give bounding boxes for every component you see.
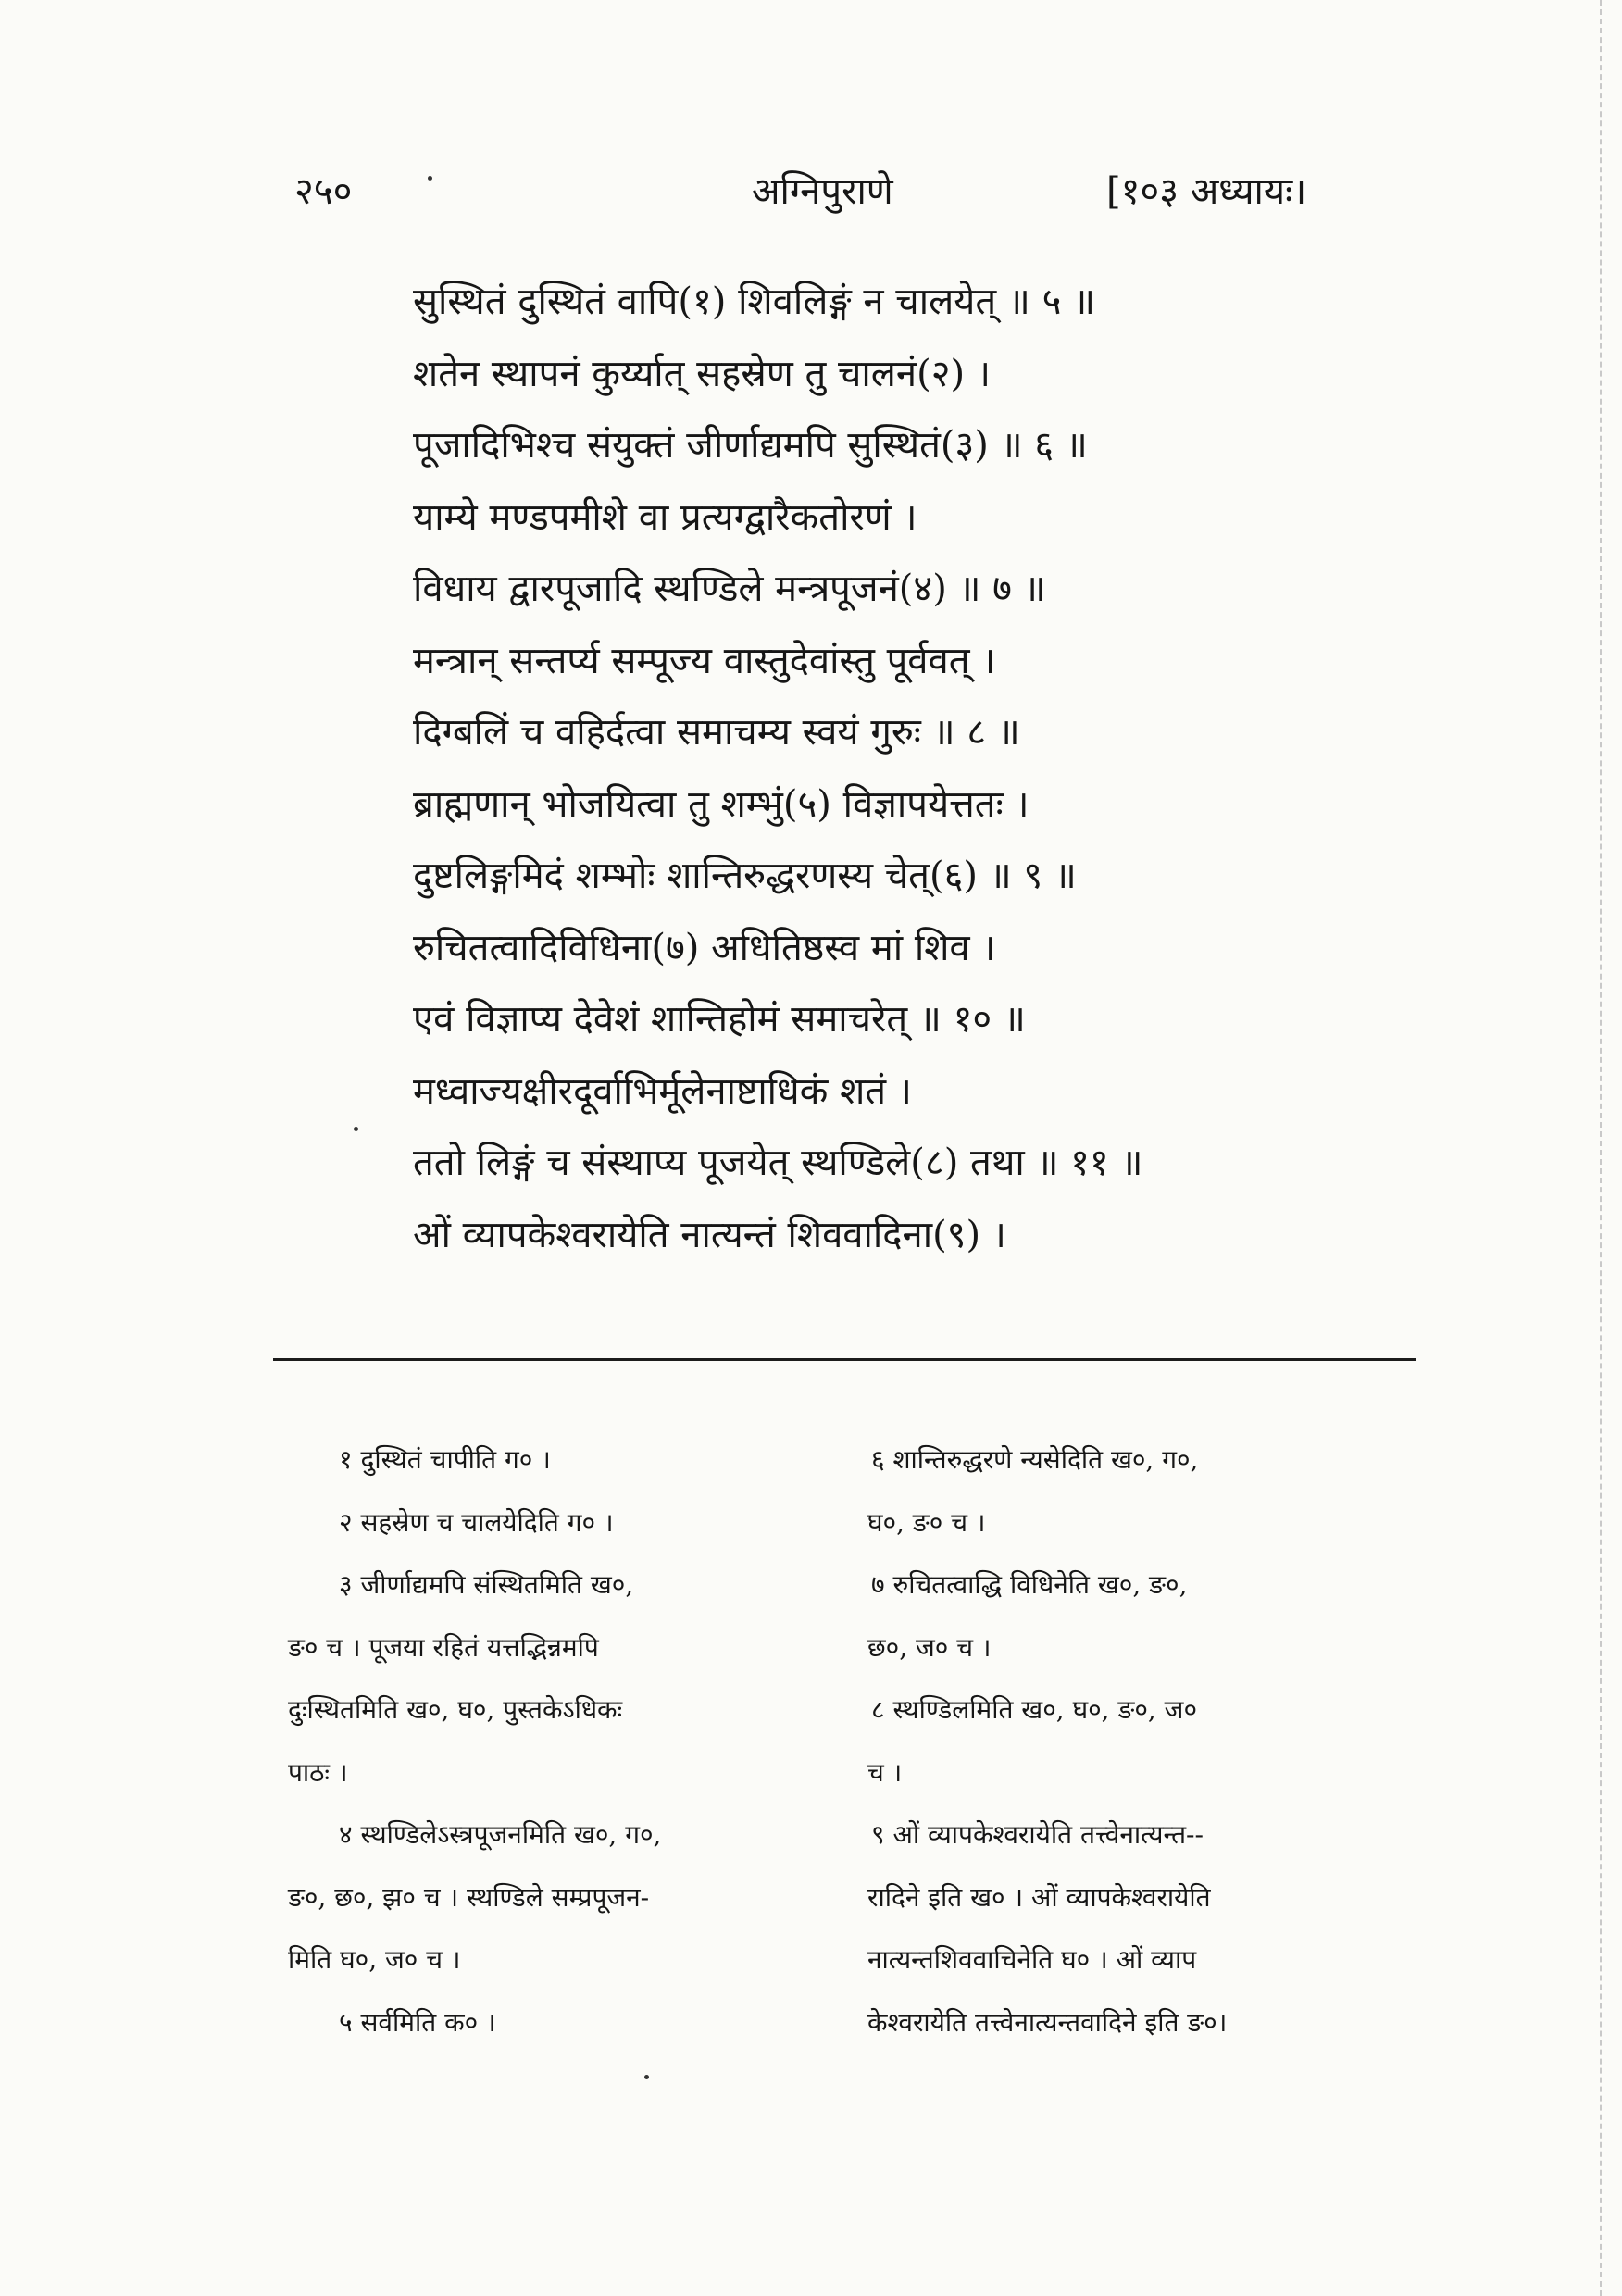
footnote-line: १ दुस्थितं चापीति ग० । bbox=[339, 1444, 551, 1475]
footnote-line: ८ स्थण्डिलमिति ख०, घ०, ङ०, ज० bbox=[871, 1694, 1198, 1725]
verse-line: ब्राह्मणान् भोजयित्वा तु शम्भुं(५) विज्ञापयेत्ततः । bbox=[413, 782, 1029, 826]
verse-line: सुस्थितं दुस्थितं वापि(१) शिवलिङ्गं न चालयेत् ॥ ५ ॥ bbox=[413, 281, 1096, 323]
footnote-line: रादिने इति ख० । ओं व्यापकेश्वरायेति bbox=[867, 1881, 1211, 1913]
footnote-line: छ०, ज० च । bbox=[867, 1631, 992, 1663]
footnote-line: ङ०, छ०, झ० च । स्थण्डिले सम्प्रपूजन- bbox=[288, 1881, 650, 1913]
verse-line: मध्वाज्यक्षीरदूर्वाभिर्मूलेनाष्टाधिकं शतं । bbox=[413, 1069, 912, 1113]
verse-line: रुचितत्वादिविधिना(७) अधितिष्ठस्व मां शिव । bbox=[413, 926, 996, 969]
footnote-line: दुःस्थितमिति ख०, घ०, पुस्तकेऽधिकः bbox=[288, 1694, 623, 1725]
scan-speck bbox=[354, 1127, 358, 1131]
verse-block bbox=[413, 267, 1542, 1271]
footnote-line: ५ सर्वमिति क० । bbox=[339, 2006, 496, 2038]
footnote-line: घ०, ङ० च । bbox=[867, 1506, 986, 1538]
footnote-line: च । bbox=[867, 1756, 903, 1788]
verse-line: दिग्बलिं च वहिर्दत्वा समाचम्य स्वयं गुरुः ॥ ८ ॥ bbox=[413, 711, 1020, 754]
footnote-line: ६ शान्तिरुद्धरणे न्यसेदिति ख०, ग०, bbox=[871, 1444, 1199, 1475]
footnote-line: पाठः । bbox=[288, 1756, 348, 1788]
scan-speck bbox=[428, 176, 432, 181]
verse-line: एवं विज्ञाप्य देवेशं शान्तिहोमं समाचरेत् ॥ १० ॥ bbox=[413, 998, 1026, 1041]
verse-line: दुष्टलिङ्गमिदं शम्भोः शान्तिरुद्धरणस्य चेत्(६) ॥ ९ ॥ bbox=[413, 855, 1077, 897]
footnote-line: ३ जीर्णाद्यमपि संस्थितमिति ख०, bbox=[339, 1569, 634, 1600]
footnote-line: ७ रुचितत्वाद्धि विधिनेति ख०, ङ०, bbox=[871, 1569, 1188, 1600]
footnotes-right-column bbox=[867, 1429, 1441, 2053]
footnote-line: ङ० च । पूजया रहितं यत्तद्भिन्नमपि bbox=[288, 1631, 599, 1663]
footnote-line: ४ स्थण्डिलेऽस्त्रपूजनमिति ख०, ग०, bbox=[339, 1819, 662, 1850]
footnote-line: ९ ओं व्यापकेश्वरायेति तत्त्वेनात्यन्त-- bbox=[871, 1819, 1204, 1850]
footnote-line: मिति घ०, ज० च । bbox=[288, 1944, 461, 1975]
footnote-line: २ सहस्रेण च चालयेदिति ग० । bbox=[339, 1506, 614, 1538]
verse-line: शतेन स्थापनं कुर्य्यात् सहस्रेण तु चालनं(२) । bbox=[413, 352, 991, 395]
page-number: २५० bbox=[294, 170, 353, 213]
verse-line: पूजादिभिश्च संयुक्तं जीर्णाद्यमपि सुस्थितं(३) ॥ ६ ॥ bbox=[413, 424, 1088, 467]
chapter-label: [१०३ अध्यायः। bbox=[1106, 170, 1307, 213]
verse-line: मन्त्रान् सन्तर्प्य सम्पूज्य वास्तुदेवांस्तु पूर्ववत् । bbox=[413, 639, 996, 682]
verse-line: विधाय द्वारपूजादि स्थण्डिले मन्त्रपूजनं(४) ॥ ७ ॥ bbox=[413, 568, 1046, 610]
verse-line: ओं व्यापकेश्वरायेति नात्यन्तं शिववादिना(९) । bbox=[413, 1213, 1006, 1256]
verse-line: याम्ये मण्डपमीशे वा प्रत्यग्द्वारैकतोरणं । bbox=[413, 495, 917, 539]
scan-edge-artifact bbox=[1600, 0, 1602, 2296]
footnote-line: केश्वरायेति तत्त्वेनात्यन्तवादिने इति ङ०। bbox=[867, 2006, 1228, 2038]
scan-speck bbox=[644, 2075, 649, 2079]
footnotes-left-column bbox=[288, 1429, 843, 2053]
running-title: अग्निपुराणे bbox=[752, 170, 893, 213]
footnote-divider bbox=[273, 1358, 1416, 1361]
verse-line: ततो लिङ्गं च संस्थाप्य पूजयेत् स्थण्डिले(८) तथा ॥ ११ ॥ bbox=[413, 1142, 1143, 1184]
footnote-line: नात्यन्तशिववाचिनेति घ० । ओं व्याप bbox=[867, 1944, 1197, 1975]
